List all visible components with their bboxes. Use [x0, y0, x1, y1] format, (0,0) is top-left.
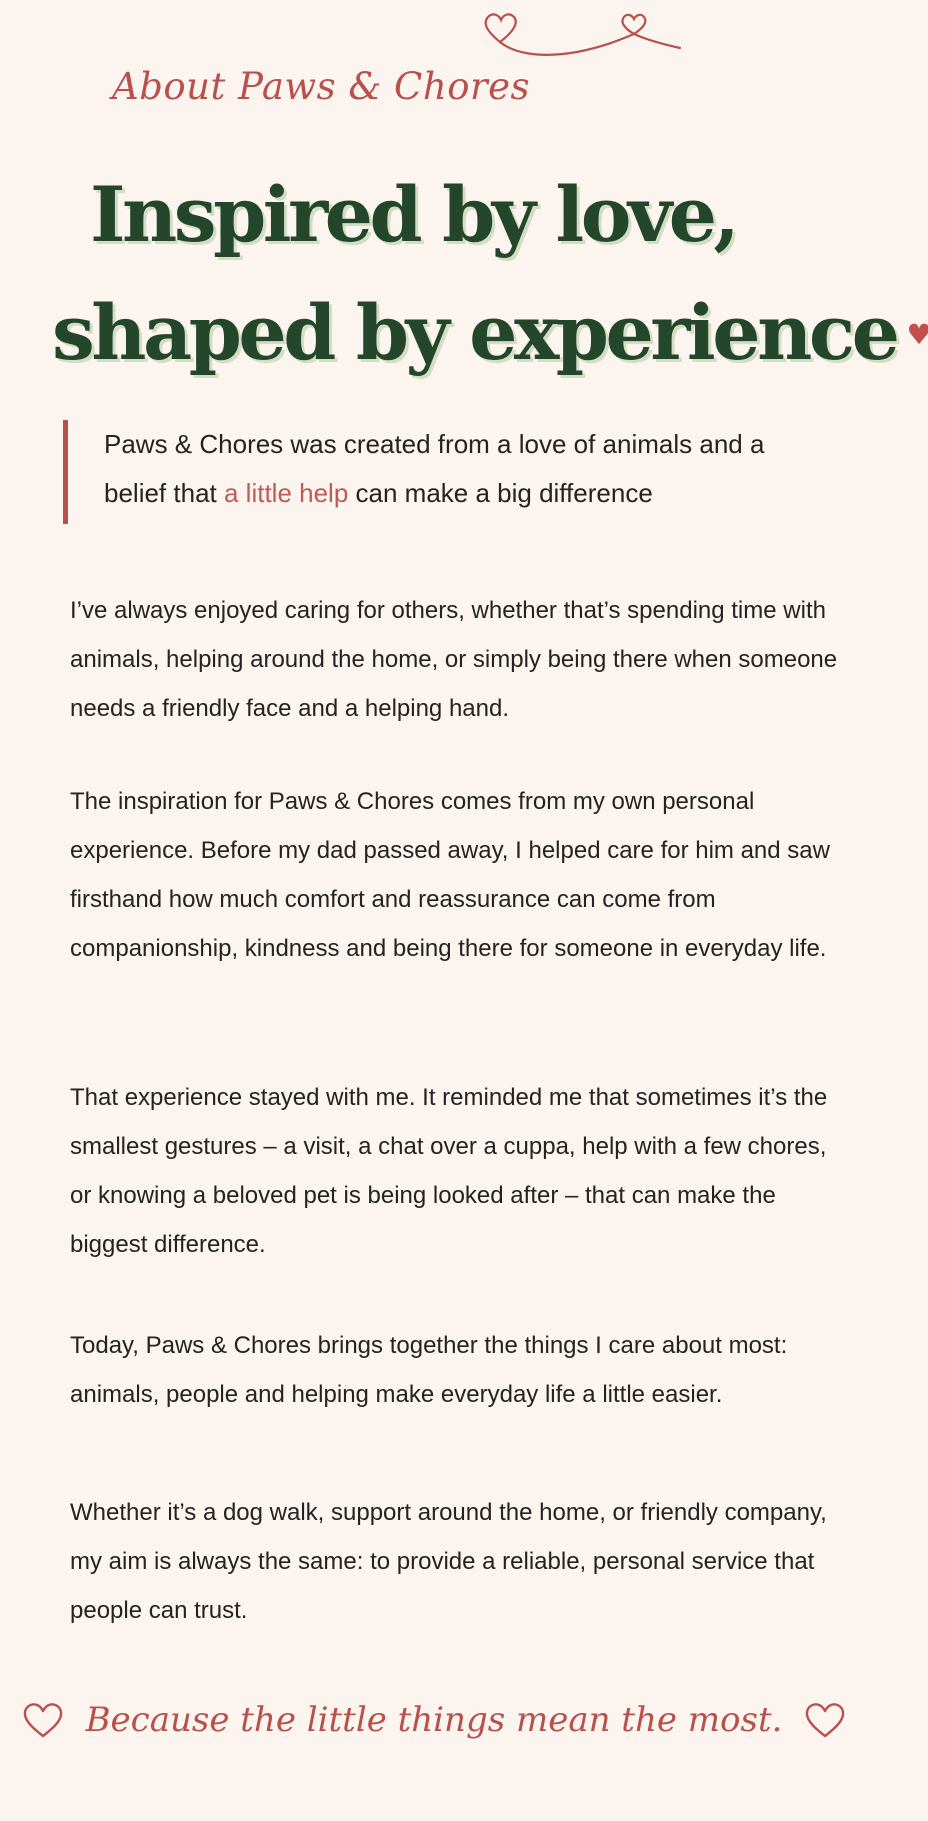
body-paragraph-3: That experience stayed with me. It reminded me that sometimes it’s the smallest gestures – a visit, a chat over a cuppa, help with a few chores, or knowing a beloved pet is being looked after – that can make the biggest difference. — [70, 1084, 828, 1258]
page-title-line-1: Inspired by love, — [90, 170, 737, 259]
heart-outline-icon — [22, 1701, 64, 1739]
body-paragraph-4: Today, Paws & Chores brings together the things I care about most: animals, people and helping make everyday life a little easier. — [70, 1332, 788, 1408]
tagline-text: Because the little things mean the most. — [85, 1700, 783, 1740]
eyebrow-heading — [112, 58, 530, 114]
heart-outline-icon — [804, 1701, 846, 1739]
tagline — [85, 1692, 783, 1748]
intro-quote — [63, 420, 813, 524]
heart-flourish-icon — [362, 2, 692, 58]
intro-quote-text — [104, 420, 813, 518]
intro-quote-accent: a little help — [223, 478, 349, 508]
intro-quote-before: Paws & Chores was created from a love of animals and a belief that — [104, 429, 765, 508]
body-paragraph-1: I’ve always enjoyed caring for others, whether that’s spending time with animals, helping around the home, or simply being there when someone needs a friendly face and a helping hand. — [70, 597, 838, 722]
page-title-line-2 — [52, 274, 928, 398]
page-title — [52, 156, 928, 398]
eyebrow-text: About Paws & Chores — [112, 64, 531, 108]
page-title-line-2-text: shaped by experience — [52, 288, 897, 377]
intro-quote-after: can make a big difference — [348, 478, 653, 508]
body-paragraph-2: The inspiration for Paws & Chores comes from my own personal experience. Before my dad passed away, I helped care for him and saw firsthand how much comfort and reassurance can come from companionship, kindness and being there for someone in everyday life. — [70, 788, 830, 962]
heart-icon: ♥ — [906, 318, 928, 351]
body-paragraph-5: Whether it’s a dog walk, support around the home, or friendly company, my aim is always the same: to provide a reliable, personal service that people can trust. — [70, 1499, 827, 1624]
